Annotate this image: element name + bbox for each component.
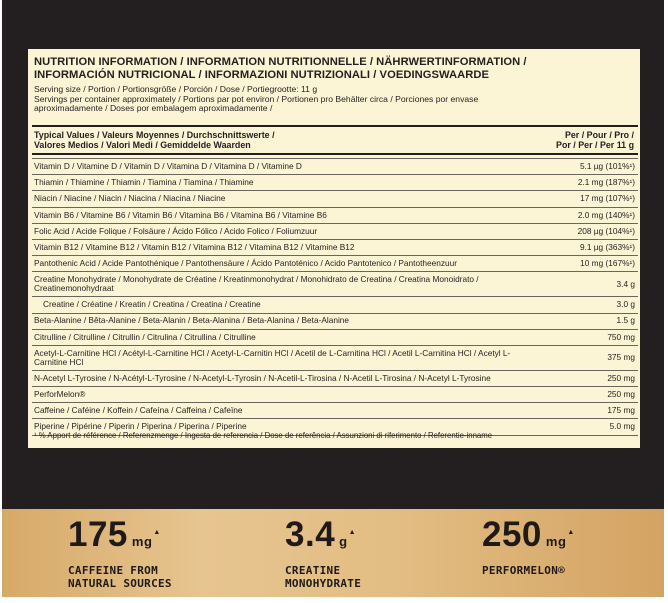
header-right-line-2: Por / Per / Per 11 g: [556, 140, 634, 151]
table-top-rule: [32, 153, 638, 155]
nutrient-name: Pantothenic Acid / Acide Pantothénique / Pantothensäure / Ácido Pantoténico / Acido Pantotenico / Pantotheenzuur: [34, 258, 457, 269]
table-row: [32, 158, 638, 174]
highlight-band: [2, 509, 664, 597]
nutrition-table: [32, 158, 638, 436]
stat-creatine-value: [285, 517, 361, 563]
nutrient-value: 3.4 g: [616, 278, 635, 289]
header-left-line-1: Typical Values / Valeurs Moyennes / Durchschnittswerte /: [34, 130, 275, 140]
servings-line-1: Servings per container approximately / Portions par pot environ / Portionen pro Behälter circa / Porciones por envase: [34, 93, 479, 104]
stat-number: 3.4: [285, 515, 336, 554]
stat-performelon: [482, 517, 575, 577]
nutrient-name: Vitamin B12 / Vitamine B12 / Vitamin B12 / Vitamina B12 / Vitamina B12 / Vitamine B12: [34, 241, 355, 252]
stat-caffeine: [68, 517, 172, 590]
nutrient-value: 17 mg (107%¹): [580, 193, 635, 204]
nutrient-value: 250 mg: [607, 389, 635, 399]
stat-label-line: CAFFEINE FROM: [68, 564, 158, 577]
header-right-line-1: Per / Pour / Pro /: [564, 130, 634, 140]
table-row: [32, 190, 638, 206]
nutrient-name: Creatine / Créatine / Kreatin / Creatina / Creatina / Creatine: [43, 299, 261, 310]
table-row: [32, 345, 638, 370]
nutrient-value: 2.1 mg (187%¹): [577, 177, 635, 188]
nutrient-value: 208 µg (104%¹): [577, 225, 635, 236]
stat-performelon-label: [482, 564, 575, 577]
nutrient-name: Vitamin D / Vitamine D / Vitamin D / Vitamina D / Vitamina D / Vitamine D: [34, 160, 302, 171]
nutrient-value: 10 mg (167%¹): [580, 258, 635, 269]
triangle-icon: ▲: [567, 529, 575, 536]
nutrient-name: Beta-Alanine / Bêta-Alanine / Beta-Alanin / Beta-Alanina / Beta-Alanina / Beta-Alanine: [34, 315, 350, 326]
nutrient-name: Thiamin / Thiamine / Thiamin / Tiamina / Tiamina / Thiamine: [34, 177, 254, 188]
nutrient-name: N-Acetyl L-Tyrosine / N-Acétyl-L-Tyrosine / N-Acetyl-L-Tyrosin / N-Acetil-L-Tirosina / N-Acetil L-Tirosina / N-Acetyl L-Tyrosine: [34, 372, 491, 383]
footnote: ¹ % Apport de référence / Referenzmenge / Ingesta de referencia / Dose de referência / Assunzioni di riferimento / Referentie-inname: [34, 431, 493, 440]
table-header-right: [454, 130, 634, 151]
nutrient-name: Caffeine / Caféine / Koffein / Cafeína / Caffeina / Cafeïne: [34, 405, 243, 416]
stat-creatine: [285, 517, 361, 590]
nutrient-name: PerforMelon®: [34, 389, 86, 399]
stat-unit: mg: [545, 534, 567, 549]
table-row: [32, 207, 638, 223]
nutrient-name: Creatine Monohydrate / Monohydrate de Créatine / Kreatinmonohydrat / Monohidrato de Creatina / Creatina Monoidrato / Creatinemonohydraat: [34, 274, 479, 294]
stat-unit: mg: [131, 534, 153, 549]
nutrient-value: 5.0 mg: [609, 421, 635, 432]
table-row: [32, 386, 638, 402]
stat-number: 175: [68, 515, 128, 554]
table-row: [32, 296, 638, 312]
servings-line-2: aproximadamente / Doses por embalagem aproximadamente /: [34, 103, 273, 114]
nutrient-name: Piperine / Pipérine / Piperin / Piperina / Piperina / Piperine: [34, 421, 247, 432]
stat-caffeine-value: [68, 517, 172, 563]
nutrient-value: 9.1 µg (363%¹): [579, 241, 635, 252]
stat-label-line: CREATINE: [285, 564, 341, 577]
header-left-line-2: Valores Medios / Valori Medi / Gemiddelde Waarden: [34, 140, 251, 151]
nutrient-name: Acetyl-L-Carnitine HCl / Acétyl-L-Carnitine HCl / Acetyl-L-Carnitin HCl / Acetil de L-Carnitina HCl / Acetil L-Carnitina HCl / Acetyl L-Carnitine HCl: [34, 347, 511, 367]
table-row: [32, 223, 638, 239]
serving-info: [34, 85, 638, 114]
table-row: [32, 370, 638, 386]
nutrient-value: 5.1 µg (101%¹): [579, 160, 635, 171]
nutrient-value: 250 mg: [607, 372, 635, 383]
triangle-icon: ▲: [348, 529, 357, 536]
panel-title: [34, 56, 638, 82]
table-header-left: [34, 130, 434, 151]
nutrient-name: Folic Acid / Acide Folique / Folsäure / Ácido Fólico / Acido Folico / Foliumzuur: [34, 225, 318, 236]
nutrient-name: Citrulline / Citrulline / Citrullin / Citrulina / Citrullina / Citrulline: [34, 331, 256, 342]
table-row: [32, 239, 638, 255]
triangle-icon: ▲: [153, 529, 161, 536]
table-row: [32, 174, 638, 190]
table-row: [32, 271, 638, 296]
nutrient-value: 375 mg: [607, 352, 635, 363]
serving-size: Serving size / Portion / Portionsgröße / Porción / Dose / Portiegrootte: 11 g: [34, 84, 318, 94]
nutrient-name: Niacin / Niacine / Niacin / Niacina / Niacina / Niacine: [34, 193, 226, 204]
stat-performelon-value: [482, 517, 575, 563]
table-row: [32, 329, 638, 345]
stat-creatine-label: [285, 564, 361, 590]
table-row: [32, 255, 638, 271]
table-row: [32, 313, 638, 329]
title-line-2: INFORMACIÓN NUTRICIONAL / INFORMAZIONI NUTRIZIONALI / VOEDINGSWAARDE: [34, 69, 490, 81]
nutrient-value: 175 mg: [607, 405, 635, 416]
nutrient-value: 1.5 g: [616, 315, 635, 326]
nutrient-value: 750 mg: [607, 331, 635, 342]
header-rule: [32, 125, 638, 127]
nutrient-name: Vitamin B6 / Vitamine B6 / Vitamin B6 / Vitamina B6 / Vitamina B6 / Vitamine B6: [34, 209, 327, 220]
stat-label-line: PERFORMELON®: [482, 564, 566, 577]
stat-label-line: NATURAL SOURCES: [68, 577, 172, 590]
stat-caffeine-label: [68, 564, 172, 590]
stat-number: 250: [482, 515, 542, 554]
nutrient-value: 2.0 mg (140%¹): [577, 209, 635, 220]
stat-label-line: MONOHYDRATE: [285, 577, 362, 590]
table-row: [32, 402, 638, 418]
title-line-1: NUTRITION INFORMATION / INFORMATION NUTRITIONNELLE / NÄHRWERTINFORMATION /: [34, 56, 527, 68]
stat-unit: g: [339, 534, 348, 549]
nutrient-value: 3.0 g: [616, 299, 635, 310]
nutrition-panel: [28, 49, 640, 448]
